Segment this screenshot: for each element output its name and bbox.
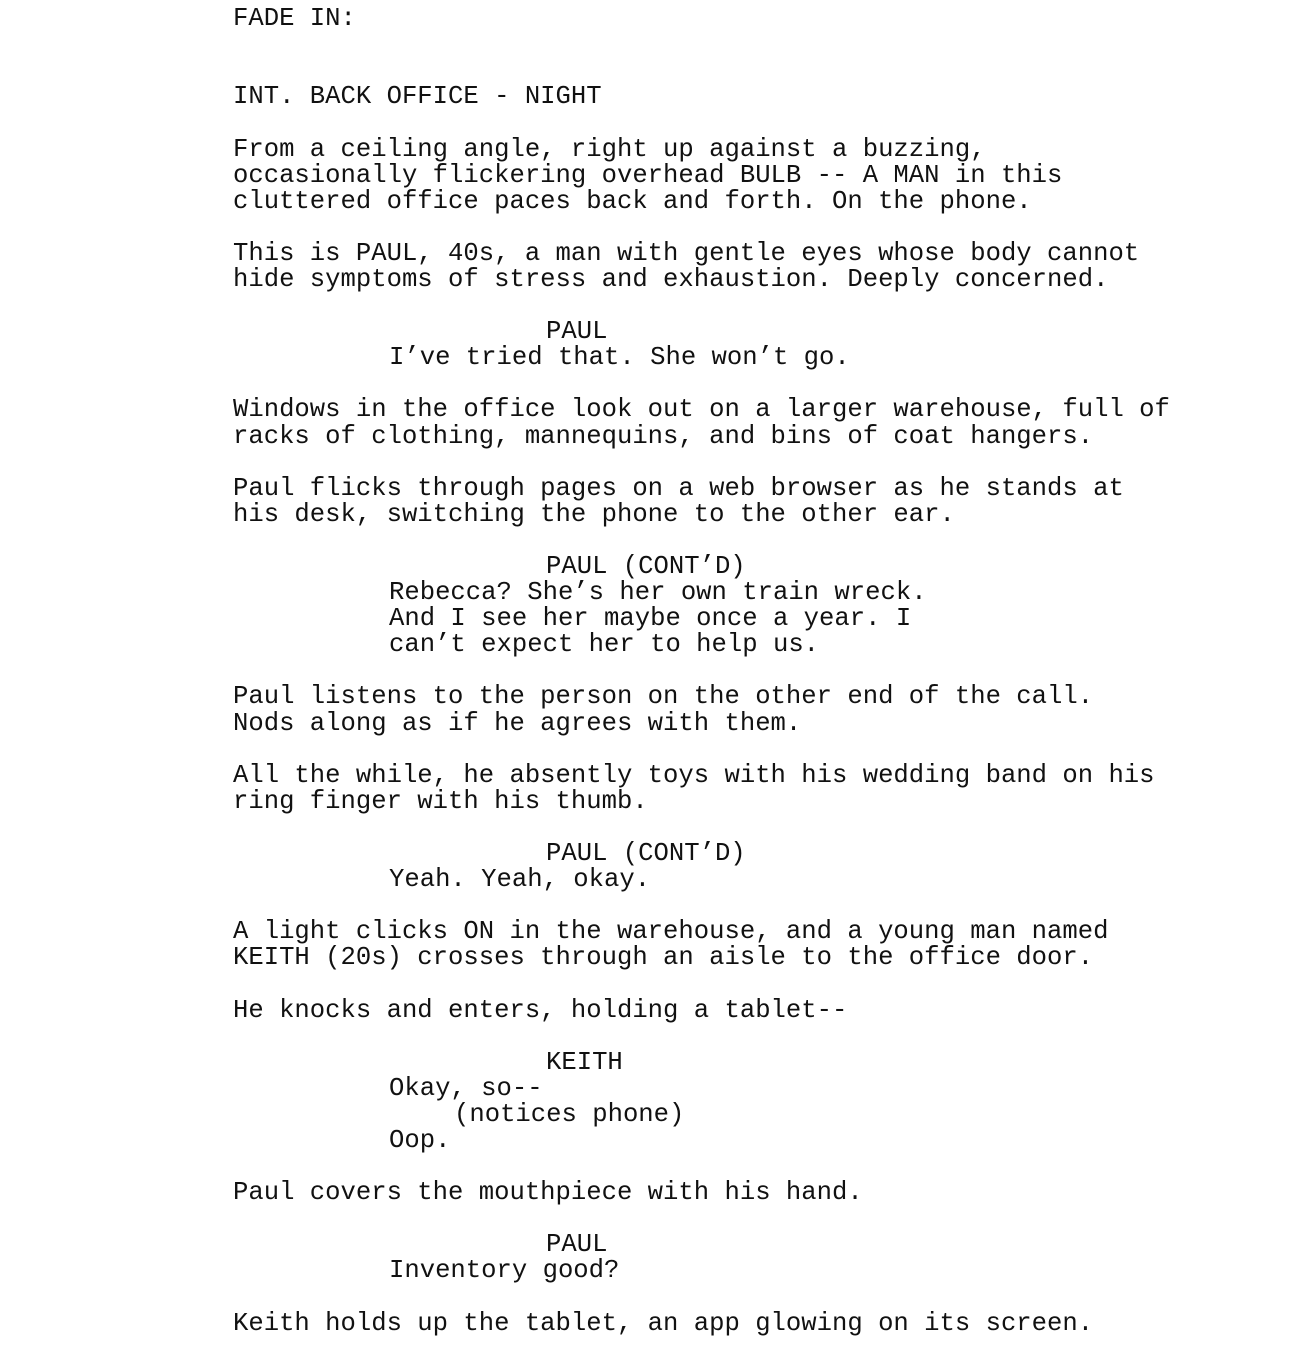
action-line: He knocks and enters, holding a tablet-- [233, 996, 848, 1025]
action-line: Paul listens to the person on the other end of the call. [233, 682, 1094, 711]
action-line: cluttered office paces back and forth. On the phone. [233, 187, 1032, 216]
action-line: All the while, he absently toys with his wedding band on his [233, 761, 1155, 790]
dialogue-line: Yeah. Yeah, okay. [389, 865, 651, 894]
action-line: hide symptoms of stress and exhaustion. Deeply concerned. [233, 265, 1109, 294]
dialogue-line: can’t expect her to help us. [389, 630, 820, 659]
character-name: KEITH [546, 1048, 623, 1077]
dialogue-line: Inventory good? [389, 1256, 620, 1285]
dialogue-line: Okay, so-- [389, 1074, 543, 1103]
action-line: his desk, switching the phone to the other ear. [233, 500, 955, 529]
character-name: PAUL [546, 1230, 608, 1259]
action-line: From a ceiling angle, right up against a buzzing, [233, 135, 986, 164]
character-name: PAUL (CONT’D) [546, 552, 746, 581]
character-name: PAUL (CONT’D) [546, 839, 746, 868]
action-line: Paul flicks through pages on a web browser as he stands at [233, 474, 1124, 503]
character-name: PAUL [546, 317, 608, 346]
action-line: Nods along as if he agrees with them. [233, 709, 802, 738]
action-line: A light clicks ON in the warehouse, and a young man named [233, 917, 1109, 946]
dialogue-line: Rebecca? She’s her own train wreck. [389, 578, 927, 607]
action-line: Windows in the office look out on a larger warehouse, full of [233, 395, 1170, 424]
dialogue-line: Oop. [389, 1126, 451, 1155]
action-line: occasionally flickering overhead BULB -- A MAN in this [233, 161, 1063, 190]
action-line: Paul covers the mouthpiece with his hand. [233, 1178, 863, 1207]
action-line: KEITH (20s) crosses through an aisle to the office door. [233, 943, 1094, 972]
action-line: racks of clothing, mannequins, and bins of coat hangers. [233, 422, 1094, 451]
dialogue-line: I’ve tried that. She won’t go. [389, 343, 850, 372]
action-line: Keith holds up the tablet, an app glowing on its screen. [233, 1309, 1094, 1338]
parenthetical: (notices phone) [454, 1100, 685, 1129]
action-line: This is PAUL, 40s, a man with gentle eyes whose body cannot [233, 239, 1140, 268]
action-line: ring finger with his thumb. [233, 787, 648, 816]
transition: FADE IN: [233, 4, 356, 33]
scene-heading: INT. BACK OFFICE - NIGHT [233, 82, 602, 111]
dialogue-line: And I see her maybe once a year. I [389, 604, 912, 633]
